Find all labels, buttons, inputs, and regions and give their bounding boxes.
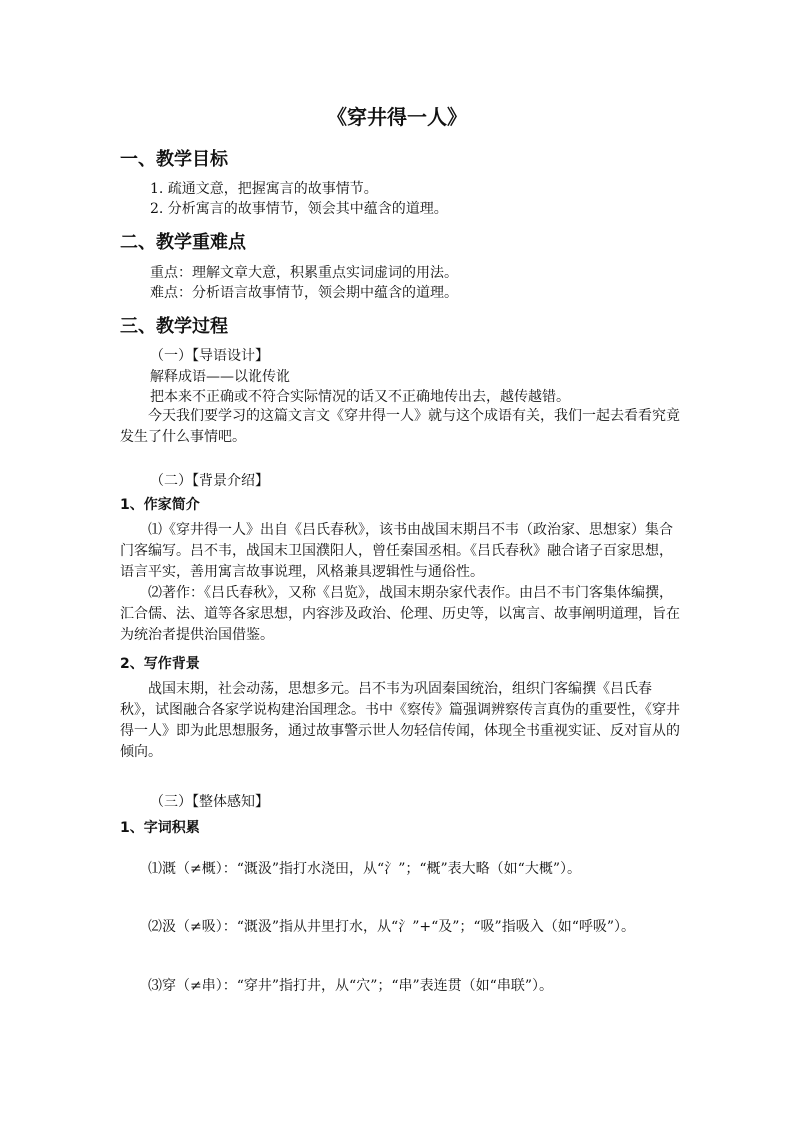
part-label-background: （二）【背景介绍】 [150,473,269,489]
part-label-intro: （一）【导语设计】 [150,348,269,364]
objective-item: 2. 分析寓言的故事情节，领会其中蕴含的道理。 [150,201,448,217]
vocab-item: ⑶穿（≠串）：“穿井”指打井，从“穴”；“串”表连贯（如“串联”）。 [148,978,553,994]
writing-background-paragraph: 战国末期，社会动荡，思想多元。吕不韦为巩固秦国统治，组织门客编撰《吕氏春秋》，试图融合各家学说构建治国理念。书中《察传》篇强调辨察传言真伪的重要性，《穿井得一人》即为此思想服务，通过故事警示世人勿轻信传闻，体现全书重视实证、反对盲从的倾向。 [120,681,680,760]
intro-line: 解释成语——以讹传讹 [150,369,290,385]
section-heading-objectives: 一、教学目标 [120,149,228,170]
intro-paragraph: 今天我们要学习的这篇文言文《穿井得一人》就与这个成语有关，我们一起去看看究竟发生了什么事情吧。 [120,408,680,445]
intro-line: 把本来不正确或不符合实际情况的话又不正确地传出去，越传越错。 [150,389,570,405]
objective-item: 1. 疏通文意，把握寓言的故事情节。 [150,181,378,197]
author-paragraph: ⑴《穿井得一人》出自《吕氏春秋》，该书由战国末期吕不韦（政治家、思想家）集合门客编写。吕不韦，战国末卫国濮阳人，曾任秦国丞相。《吕氏春秋》融合诸子百家思想，语言平实，善用寓言故事说理，风格兼具逻辑性与通俗性。 [120,522,673,580]
document-title: 《穿井得一人》 [327,105,467,129]
vocab-item: ⑴溉（≠概）：“溉汲”指打水浇田，从“氵”；“概”表大略（如“大概”）。 [148,861,581,877]
subheading-writing-background: 2、写作背景 [120,656,200,672]
key-point-item: 重点：理解文章大意，积累重点实词虚词的用法。 [150,265,458,281]
works-paragraph: ⑵著作：《吕氏春秋》，又称《吕览》，战国末期杂家代表作。由吕不韦门客集体编撰，汇合儒、法、道等各家思想，内容涉及政治、伦理、历史等，以寓言、故事阐明道理，旨在为统治者提供治国借鉴。 [120,585,680,643]
key-point-item: 难点：分析语言故事情节，领会期中蕴含的道理。 [150,285,458,301]
section-heading-process: 三、教学过程 [120,316,228,337]
section-heading-key-points: 二、教学重难点 [120,232,246,253]
subheading-vocabulary: 1、字词积累 [120,820,200,836]
subheading-author: 1、作家简介 [120,497,200,513]
part-label-overview: （三）【整体感知】 [150,794,269,810]
vocab-item: ⑵汲（≠吸）：“溉汲”指从井里打水，从“氵”+“及”；“吸”指吸入（如“呼吸”）。 [148,919,636,935]
